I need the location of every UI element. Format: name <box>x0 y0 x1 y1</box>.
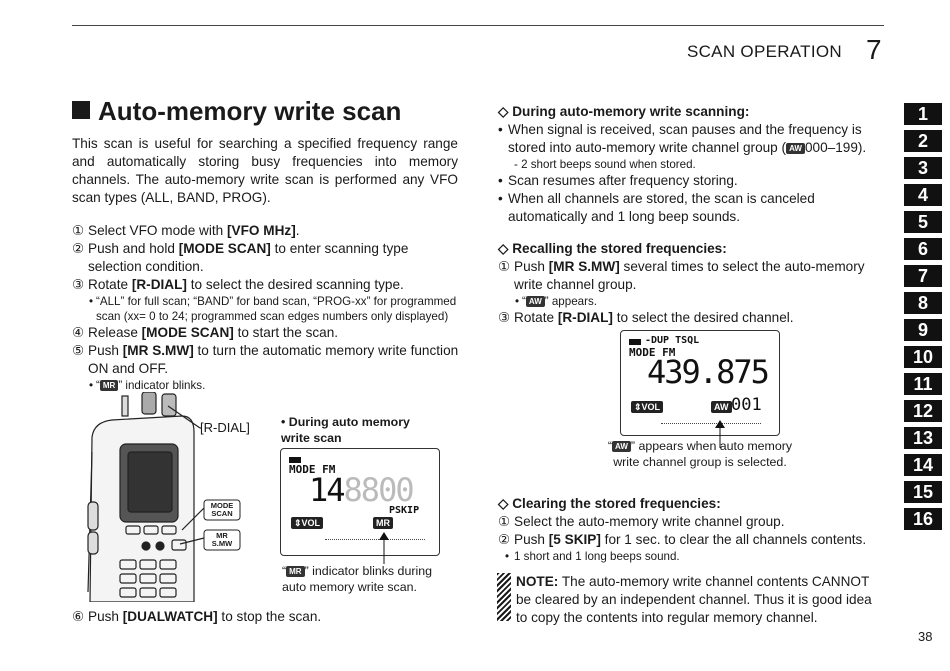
bullet-signal-received: • When signal is received, scan pauses and the frequency is stored into auto-memory write channel group ( AW 000–199). <box>498 122 867 155</box>
steps-list <box>72 222 462 393</box>
vol-indicator: ⇕VOL <box>291 517 323 529</box>
clear-step-1: ① Select the auto-memory write channel group. <box>498 514 785 529</box>
tab-7[interactable]: 7 <box>904 265 942 287</box>
tab-11[interactable]: 11 <box>904 373 942 395</box>
section-title: SCAN OPERATION <box>686 42 842 61</box>
aw-badge-icon: AW <box>612 441 631 452</box>
tab-4[interactable]: 4 <box>904 184 942 206</box>
tab-5[interactable]: 5 <box>904 211 942 233</box>
lcd1-caption: “ MR ” indicator blinks during auto memory write scan. <box>282 564 433 594</box>
channel-number: 001 <box>731 395 762 415</box>
aw-indicator: AW <box>711 401 732 413</box>
mr-badge-icon: MR <box>286 566 304 577</box>
tab-15[interactable]: 15 <box>904 481 942 503</box>
mr-indicator: MR <box>373 517 393 529</box>
clear-step-2: ② Push [5 SKIP] for 1 sec. to clear the all channels contents. <box>498 532 867 547</box>
bullet-scan-resumes: • Scan resumes after frequency storing. <box>498 173 738 188</box>
vol-indicator: ⇕VOL <box>631 401 663 413</box>
step-6: ⑥ Push [DUALWATCH] to stop the scan. <box>72 609 322 624</box>
tab-10[interactable]: 10 <box>904 346 942 368</box>
mode-scan-key-label: MODE SCAN <box>210 501 234 518</box>
subhead-recalling: ◇ Recalling the stored frequencies: <box>498 241 727 256</box>
tab-8[interactable]: 8 <box>904 292 942 314</box>
lcd1-caption-title: • During auto memory write scan <box>281 415 410 445</box>
step-3-note: • “ALL” for full scan; “BAND” for band scan, “PROG-xx” for programmed scan (xx= 0 to 24; programmed scan edges numbers only displayed) <box>89 295 457 323</box>
recall-step-1: ① Push [MR S.MW] several times to select the auto-memory write channel group. <box>498 259 865 292</box>
lcd-display-scan: MODE FM 148800 PSKIP ⇕VOL MR <box>280 448 440 556</box>
square-bullet-icon <box>72 101 90 119</box>
recall-step-1-note: • “ AW ” appears. <box>515 295 597 308</box>
tab-13[interactable]: 13 <box>904 427 942 449</box>
section-number: 7 <box>866 34 882 65</box>
tab-9[interactable]: 9 <box>904 319 942 341</box>
tab-6[interactable]: 6 <box>904 238 942 260</box>
subhead-during-scanning: ◇ During auto-memory write scanning: <box>498 104 750 119</box>
subhead-clearing: ◇ Clearing the stored frequencies: <box>498 496 721 511</box>
step-3: ③ Rotate [R-DIAL] to select the desired scanning type. <box>72 277 404 292</box>
lcd-display-recall: -DUP TSQL MODE FM 439.875 ⇕VOL AW 001 <box>620 330 780 436</box>
step-1: ① Select VFO mode with [VFO MHz]. <box>72 223 300 238</box>
rdial-label: [R-DIAL] <box>200 420 250 435</box>
mr-badge-icon: MR <box>100 380 118 391</box>
tab-1[interactable]: 1 <box>904 103 942 125</box>
step-5: ⑤ Push [MR S.MW] to turn the automatic memory write function ON and OFF. <box>72 343 459 376</box>
battery-icon <box>629 339 641 345</box>
arrow-up-icon <box>374 530 394 564</box>
bullet-beeps-note: - 2 short beeps sound when stored. <box>514 158 696 171</box>
step-5-note: • “ MR ” indicator blinks. <box>89 379 206 392</box>
tab-12[interactable]: 12 <box>904 400 942 422</box>
aw-badge-icon: AW <box>786 143 805 154</box>
note-paragraph: NOTE: The auto-memory write channel contents CANNOT be cleared by an independent channel. Thus it is good idea to copy the contents into regular memory channel. <box>516 574 872 625</box>
aw-badge-icon: AW <box>526 296 545 307</box>
lcd2-caption: “ AW ” appears when auto memory write channel group is selected. <box>607 439 793 469</box>
page-heading: Auto-memory write scan <box>72 96 401 127</box>
header-rule <box>72 25 884 26</box>
intro-paragraph: This scan is useful for searching a specified frequency range and automatically storing busy frequencies into memory channels. The auto-memory write scan is performed any VFO scan types (ALL, BAND, PROG). <box>72 136 458 205</box>
page-number: 38 <box>918 629 933 644</box>
step-4: ④ Release [MODE SCAN] to start the scan. <box>72 325 339 340</box>
right-column <box>498 103 886 327</box>
note-icon <box>497 573 511 621</box>
tab-2[interactable]: 2 <box>904 130 942 152</box>
tab-16[interactable]: 16 <box>904 508 942 530</box>
bullet-all-stored: • When all channels are stored, the scan is canceled automatically and 1 long beep sounds. <box>498 191 815 224</box>
clear-step-2-note: • 1 short and 1 long beeps sound. <box>505 550 680 563</box>
step-2: ② Push and hold [MODE SCAN] to enter scanning type selection condition. <box>72 241 409 274</box>
clearing-section <box>498 495 886 564</box>
recall-step-2: ③ Rotate [R-DIAL] to select the desired channel. <box>498 310 794 325</box>
tab-14[interactable]: 14 <box>904 454 942 476</box>
tab-3[interactable]: 3 <box>904 157 942 179</box>
mr-smw-key-label: MR S.MW <box>211 531 233 548</box>
chapter-tabs <box>904 103 942 535</box>
